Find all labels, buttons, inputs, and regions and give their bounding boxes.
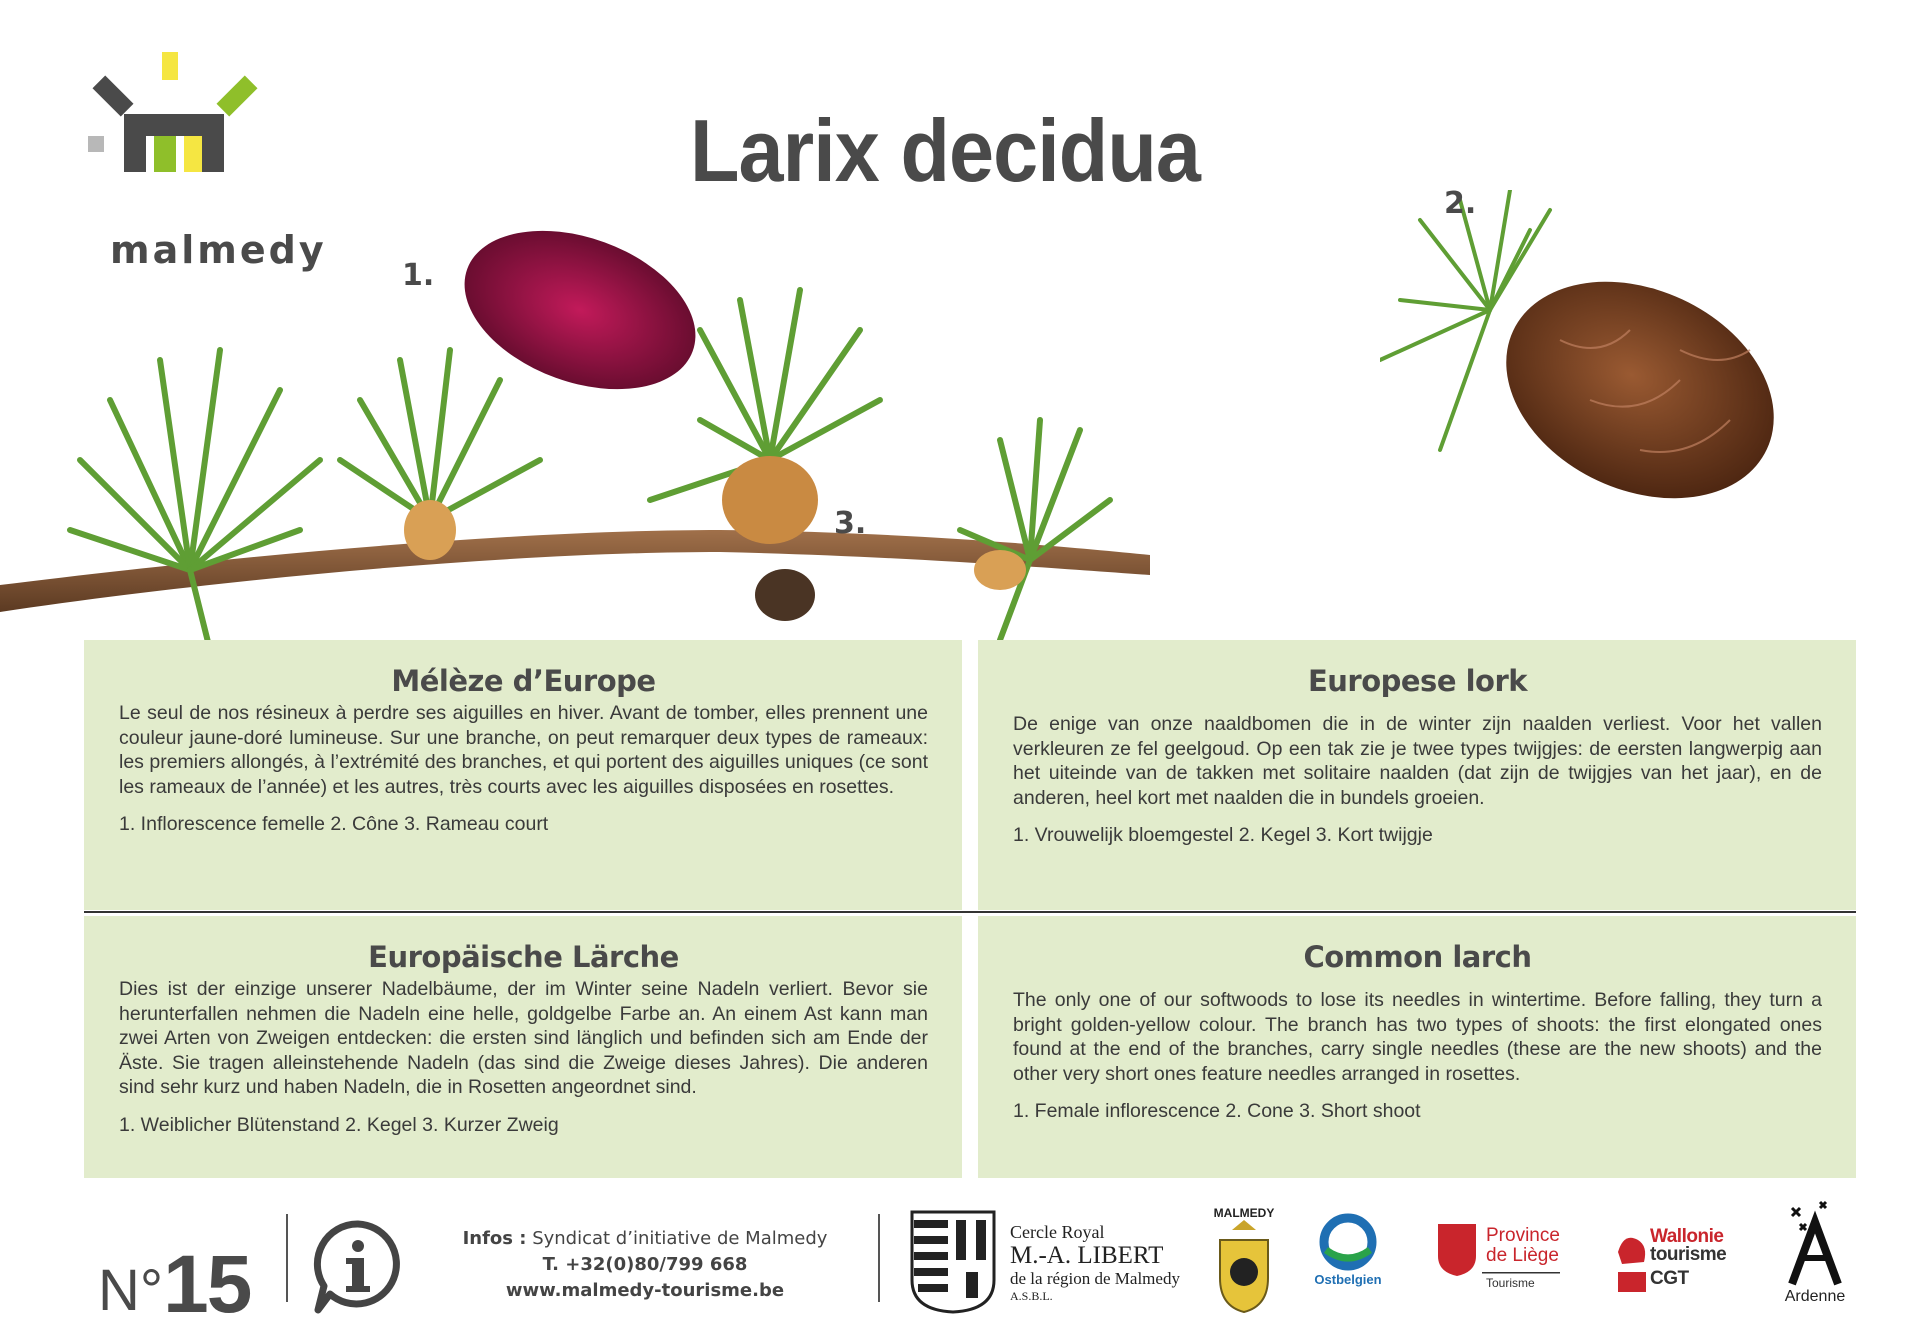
phone: T. +32(0)80/799 668 (542, 1254, 748, 1275)
panel-items: 1. Weiblicher Blütenstand 2. Kegel 3. Kurzer Zweig (119, 1113, 559, 1136)
wallonie-line2: tourisme (1650, 1244, 1727, 1265)
panel-items: 1. Inflorescence femelle 2. Cône 3. Rameau court (119, 813, 549, 835)
cercle-shield-icon (910, 1210, 996, 1314)
panel-body: De enige van onze naaldbomen die in de winter zijn naalden verliest. Voor het vallen verkleuren ze fel geelgoud. Op een tak zie je twee types twijgjes: de eersten langwerpig aan het uiteinde van de takken met solitaire naalden (dat zijn de twijgjes van het jaar), en de anderen, heel kort met naalden die in bundels groeien. (1013, 713, 1822, 809)
panel-english (978, 916, 1856, 1178)
malmedy-crest-label: MALMEDY (1213, 1206, 1275, 1220)
panel-heading: Europäische Lärche (368, 940, 679, 974)
ardenne-label: Ardenne (1784, 1288, 1846, 1305)
panel-divider (84, 911, 1856, 913)
cercle-line1: Cercle Royal (1010, 1222, 1105, 1242)
page-title: Larix decidua (690, 101, 1200, 200)
larch-branch-photo (0, 200, 1150, 660)
panel-heading: Mélèze d’Europe (391, 664, 656, 698)
footer-separator (286, 1214, 288, 1302)
ardenne-logo-icon (1780, 1200, 1850, 1296)
larch-cone-photo (1380, 190, 1840, 520)
panel-items: 1. Vrouwelijk bloemgestel 2. Kegel 3. Kort twijgje (1013, 824, 1433, 846)
province-line1: Province (1486, 1225, 1560, 1246)
panel-items: 1. Female inflorescence 2. Cone 3. Short shoot (1013, 1100, 1421, 1122)
province-logo-text (1486, 1226, 1560, 1266)
panel-german (84, 916, 962, 1178)
infos-label: Infos : (462, 1228, 527, 1249)
ostbelgien-label: Ostbelgien (1314, 1272, 1382, 1287)
malmedy-crest-icon (1210, 1206, 1278, 1316)
panel-french (84, 640, 962, 910)
wallonie-line3: CGT (1650, 1268, 1689, 1289)
label-1: 1. (402, 258, 435, 293)
label-3: 3. (834, 506, 867, 541)
wallonie-line1: Wallonie (1650, 1226, 1724, 1247)
panel-heading: Europese lork (1307, 664, 1528, 698)
number-value: 15 (163, 1239, 251, 1330)
province-line2: de Liège (1486, 1245, 1559, 1266)
label-2: 2. (1444, 186, 1477, 221)
footer-separator (878, 1214, 880, 1302)
panel-dutch (978, 640, 1856, 910)
number-prefix: N° (98, 1258, 164, 1323)
cercle-line3: de la région de Malmedy (1010, 1269, 1180, 1288)
info-icon (310, 1218, 406, 1314)
panel-body: The only one of our softwoods to lose its needles in wintertime. Before falling, they turn a bright golden-yellow colour. The branch has two types of shoots: the first elongated ones found at the end of the branches, carry single needles (these are the new shoots) and the other very short ones feature needles arranged in rosettes. (1013, 989, 1822, 1085)
logo-wordmark: malmedy (110, 228, 327, 272)
contact-info (455, 1226, 835, 1304)
cercle-line4: A.S.B.L. (1010, 1289, 1053, 1303)
panel-body: Le seul de nos résineux à perdre ses aiguilles en hiver. Avant de tomber, elles prennent une couleur jaune-doré lumineuse. Sur une branche, on peut remarquer deux types de rameaux: les premiers allongés, à l’extrémité des branches, et qui portent des aiguilles uniques (ce sont les rameaux de l’année) et les autres, très courts avec les aiguilles disposées en rosettes. (119, 702, 928, 798)
infos-org: Syndicat d’initiative de Malmedy (532, 1228, 828, 1249)
cercle-logo-text (1010, 1222, 1180, 1304)
panel-heading: Common larch (1303, 940, 1532, 974)
cercle-line2: M.-A. LIBERT (1010, 1242, 1164, 1269)
panel-body: Dies ist der einzige unserer Nadelbäume, der im Winter seine Nadeln verliert. Bevor sie herunterfallen nehmen die Nadeln eine helle, goldgelbe Farbe an. An einem Ast kann man zwei Arten von Zweigen entdecken: die ersten sind länglich und befinden sich am Ende der Äste. Sie tragen alleinstehende Nadeln (das sind die Zweige dieses Jahres). Die anderen sind sehr kurz und haben Nadeln, die in Rosetten angeordnet sind. (119, 978, 928, 1098)
website-link[interactable]: www.malmedy-tourisme.be (505, 1280, 785, 1301)
province-sub: Tourisme (1486, 1276, 1535, 1290)
ostbelgien-logo-icon (1308, 1212, 1388, 1312)
sign-number (98, 1236, 250, 1330)
